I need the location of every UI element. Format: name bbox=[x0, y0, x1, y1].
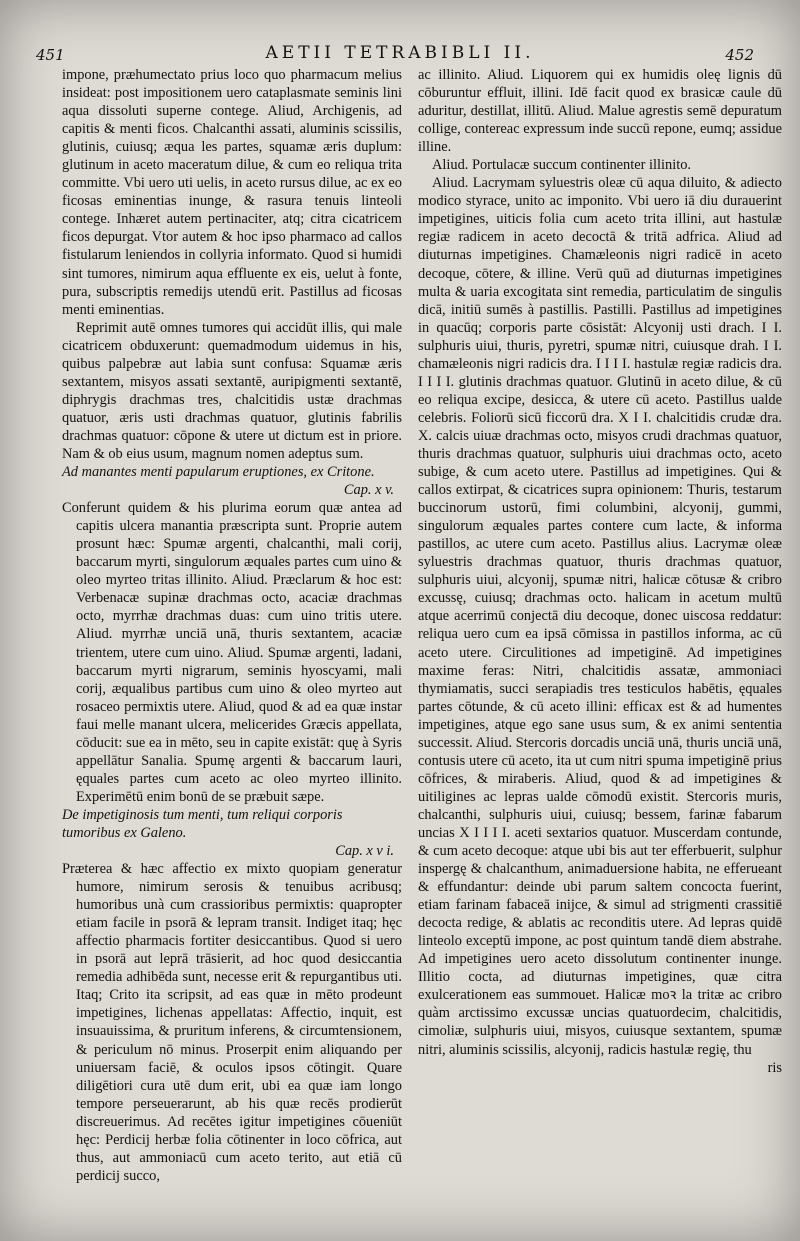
left-column bbox=[62, 66, 402, 1185]
paragraph: Aliud. Lacrymam syluestris oleæ cū aqua diluito, & adiecto modico styrace, unito ac imponito. Vbi uero iā diu durauerint impetigines, uiticis folia cum aceto trita illini, aut hastulæ regiæ radicem in aceto decoctā & tritā adfrica. Aliud ad diuturnas impetigines. Chamæleonis nigri radicē in aceto decoque, cōtere, & illine. Verū quū ad diuturnas impetigines multa & uaria excogitata sint remedia, particulatim de singulis dicā, initiū sumēs à pastillis. Pastilli. Pastillus ad impetigines in quacūq; corporis parte cōsistāt: Alcyonij usti drach. I I. sulphuris uiui, thuris, pyretri, spumæ nitri, cuiusque drah. I I. chamæleonis nigri radicis dra. I I I I. hastulæ regiæ radicis dra. I I I I. glutinis drachmas quatuor. Glutinū in aceto dilue, & cū eo reliqua excipe, desicca, & utere cū aceto. Pastillus ualde celebris. Foliorū sicū ficcorū dra. X I I. chalcitidis crudæ dra. X. calcis uiuæ drachmas octo, misyos crudi drachmas quatuor, thuris drachmas quatuor, sulphuris uiui drachmas octo, aceto subige, & cum aceto utere. Pastillus ad impetigines. Qui & callos extirpat, & cicatrices supra opinionem: Thuris, testarum buccinorum ustorū, fimi columbini, alcyonij, gummi, singulorum æquales partes contere cum lacte, & informa pastillos, ac utere cum aceto. Pastillus alius. Lacrymæ oleæ syluestris drachmas quatuor, thuris drachmas quatuor, sulphuris uiui, alcyonij, spumæ nitri, halicæ cōtusæ & cribro excussę, cuiusq; drachmas octo. halicam in acetum multū atque acerrimū conjectā diu decoque, donec uiscosa reddatur: reliqua uero cum ea ipsā cōmissa in pastillos informa, ac cū aceto utere. Circulitiones ad impetiginē. Ad impetigines maxime feras: Nitri, chalcitidis assatæ, ammoniaci thymiamatis, succi serapiadis tres testiculos habētis, ęquales partes cōtunde, & cū aceto illini: efficax est & ad humentes impetigines, atque ego sane usus sum, & ex animi sententia successit. Aliud. Stercoris dorcadis unciā unā, thuris unciā unā, contusis utere cū aceto, ita ut cum nitri spuma impetiginē prius cōfrices, & miraberis. Aliud, quod & ad impetigines & uitiligines ac lepras ualde cōmodū existit. Stercoris muris, chalcanthi, sulphuris uiui, cuiusq; bessem, farinæ fabarum uncias X I I I I. aceti sextarios quatuor. Muscerdam contunde, & cum aceto decoque: atque ubi bis aut ter efferbuerit, sulphur inspergę & chalcanthum, animaduersione habita, ne efferueant & effundantur: deinde ubi parum saltem concocta fuerint, etiam farinam fabaceā inijce, & simul ad strigmenti crassitiē decocta redige, & ablatis ac reconditis utere. Ad lepras quidē linteolo exceptū impone, ac post quintum tandē diem abstrahe. Ad impetigines uero aceto dissolutum continenter inunge. Illitio cocta, ad diuturnas impetigines, quæ citra exulcerationem eas summouet. Halicæ moꝛ la tritæ ac cribro quàm arctissimo excussæ uncias quatuordecim, chalcitidis, cimoliæ, sulphuris uiui, misyos, cuiusque sextantem, spumæ nitri, aluminis scissilis, alcyonij, radicis hastulæ regię, thu bbox=[418, 175, 782, 1058]
chapter-heading: De impetiginosis tum menti, tum reliqui corporis tumoribus ex Galeno. bbox=[62, 806, 343, 841]
paragraph: Conferunt quidem & his plurima eorum quæ antea ad capitis ulcera manantia præscripta sunt. Proprie autem prosunt hæc: Spumæ argenti, chalcanthi, mali corij, baccarum myrti, singulorum æquales partes cum uino & oleo myrteo tritas illinito. Aliud. Præclarum & hoc est: Verbenacæ supinæ drachmas octo, acaciæ drachmas octo, myrrhæ drachmas duas: cum uino tritis utere. Aliud. myrrhæ unciā unā, thuris sextantem, acaciæ trientem, utere cum uino. Aliud. Spumæ argenti, ladani, baccarum myrti nigrarum, seminis hyoscyami, mali corij, æqualibus partibus cum uino & oleo myrteo aut rosaceo permixtis utere. Aliud, quod & ad ea quæ instar faui melle manant ulcera, melicerides Græcis appellata, cōducit: sue ea in mēto, seu in capite existāt: quę à Syris appellātur Sanalia. Spumę argenti & baccarum lauri, ęquales partes cum aceto ac oleo myrteo illinito. Experimētū enim bonū de se præbuit sæpe. bbox=[62, 500, 402, 805]
right-column bbox=[418, 66, 782, 1077]
paragraph: Reprimit autē omnes tumores qui accidūt illis, qui male cicatricem obduxerunt: quemadmodum uidemus in his, quibus palpebræ aut labia sunt confusa: Squamæ æris sextantem, misyos assati sextantē, auripigmenti sextantē, diphrygis drachmas tres, chalcitidis ustæ drachmas quatuor, æris usti drachmas quatuor, glutinis fabrilis drachmas quatuor: cōpone & utere ut dictum est in priore. Nam & ob eius usum, magnum nomen adeptus sum. bbox=[62, 319, 402, 462]
chapter-number: Cap. x v. bbox=[343, 482, 394, 499]
running-head: AETII TETRABIBLI II. bbox=[265, 43, 535, 63]
folio-number-left: 451 bbox=[36, 46, 65, 64]
paragraph: impone, præhumectato prius loco quo pharmacum melius insideat: post impositionem uero cataplasmate seminis lini aqua dissoluti superne contege. Aliud, Archigenis, ad capitis & menti ficos. Chalcanthi assati, aluminis scissilis, glutinis, cuiusq; æqua les partes, squamæ æris duplum: glutinum in aceto maceratum dilue, & cum eo reliqua trita committe. Vbi uero uti uelis, in aceto rursus dilue, ac ex eo ficosas eminentias inunge, & rasura tenuis linteoli contege. Inhæret autem pertinaciter, atq; citra cicatricem ficos depurgat. Vtor autem & hoc ipso pharmaco ad callos fistularum leniendos in collyria informato. Quod si humidi sint tumores, nimirum aqua effluente ex eis, uelut à fonte, pura, subscriptis remedijs utendū erit. Pastillus ad ficosas menti eminentias. bbox=[62, 67, 402, 318]
chapter-number: Cap. x v i. bbox=[335, 843, 394, 860]
paragraph: Aliud. Portulacæ succum continenter illinito. bbox=[432, 157, 691, 174]
folio-number-right: 452 bbox=[725, 46, 754, 64]
catchword: ris bbox=[767, 1059, 782, 1076]
page-header bbox=[0, 40, 800, 68]
paragraph: ac illinito. Aliud. Liquorem qui ex humidis oleę lignis dū cōburuntur effluit, illini. Idē facit quod ex brasicæ caule dū aduritur, destillat, illitū. Aliud. Malue agrestis semē depuratum collige, contereac expressum inde succū repone, eumq; assidue illine. bbox=[418, 67, 782, 156]
chapter-heading: Ad manantes menti papularum eruptiones, ex Critone. bbox=[62, 464, 375, 481]
paragraph: Præterea & hæc affectio ex mixto quopiam generatur humore, nimirum serosis & tenuibus acribusq; humoribus unà cum crassioribus permixtis: quapropter etiam facile in psorā & lepram transit. Indiget itaq; hęc affectio pharmacis fortiter desiccantibus. Quod si uero in psorā aut leprā trāsierit, ad hoc quod desiccantia remedia adhibēda sunt, necesse erit & repurgantibus uti. Itaq; Crito ita scripsit, ad eas quæ in mēto prodeunt impetigines, lichenas appellatas: Affectio, inquit, est insuauissima, & pruritum inferens, & circumtensionem, & periculum nō minus. Proserpit enim aliquando per uniuersam faciē, & oculos ipsos cōtingit. Quare diligētiori cura utē dum erit, ubi ea quæ iam longo tempore perseuerarunt, ab his quæ recēs prodierūt discreuerimus. Ad recētes igitur impetigines cōueniūt hęc: Perdicij herbæ folia cōtinenter in loco cōfrica, aut thus, aut ammoniacū cum aceto terito, aut etiā cū perdicij succo, bbox=[62, 861, 402, 1184]
